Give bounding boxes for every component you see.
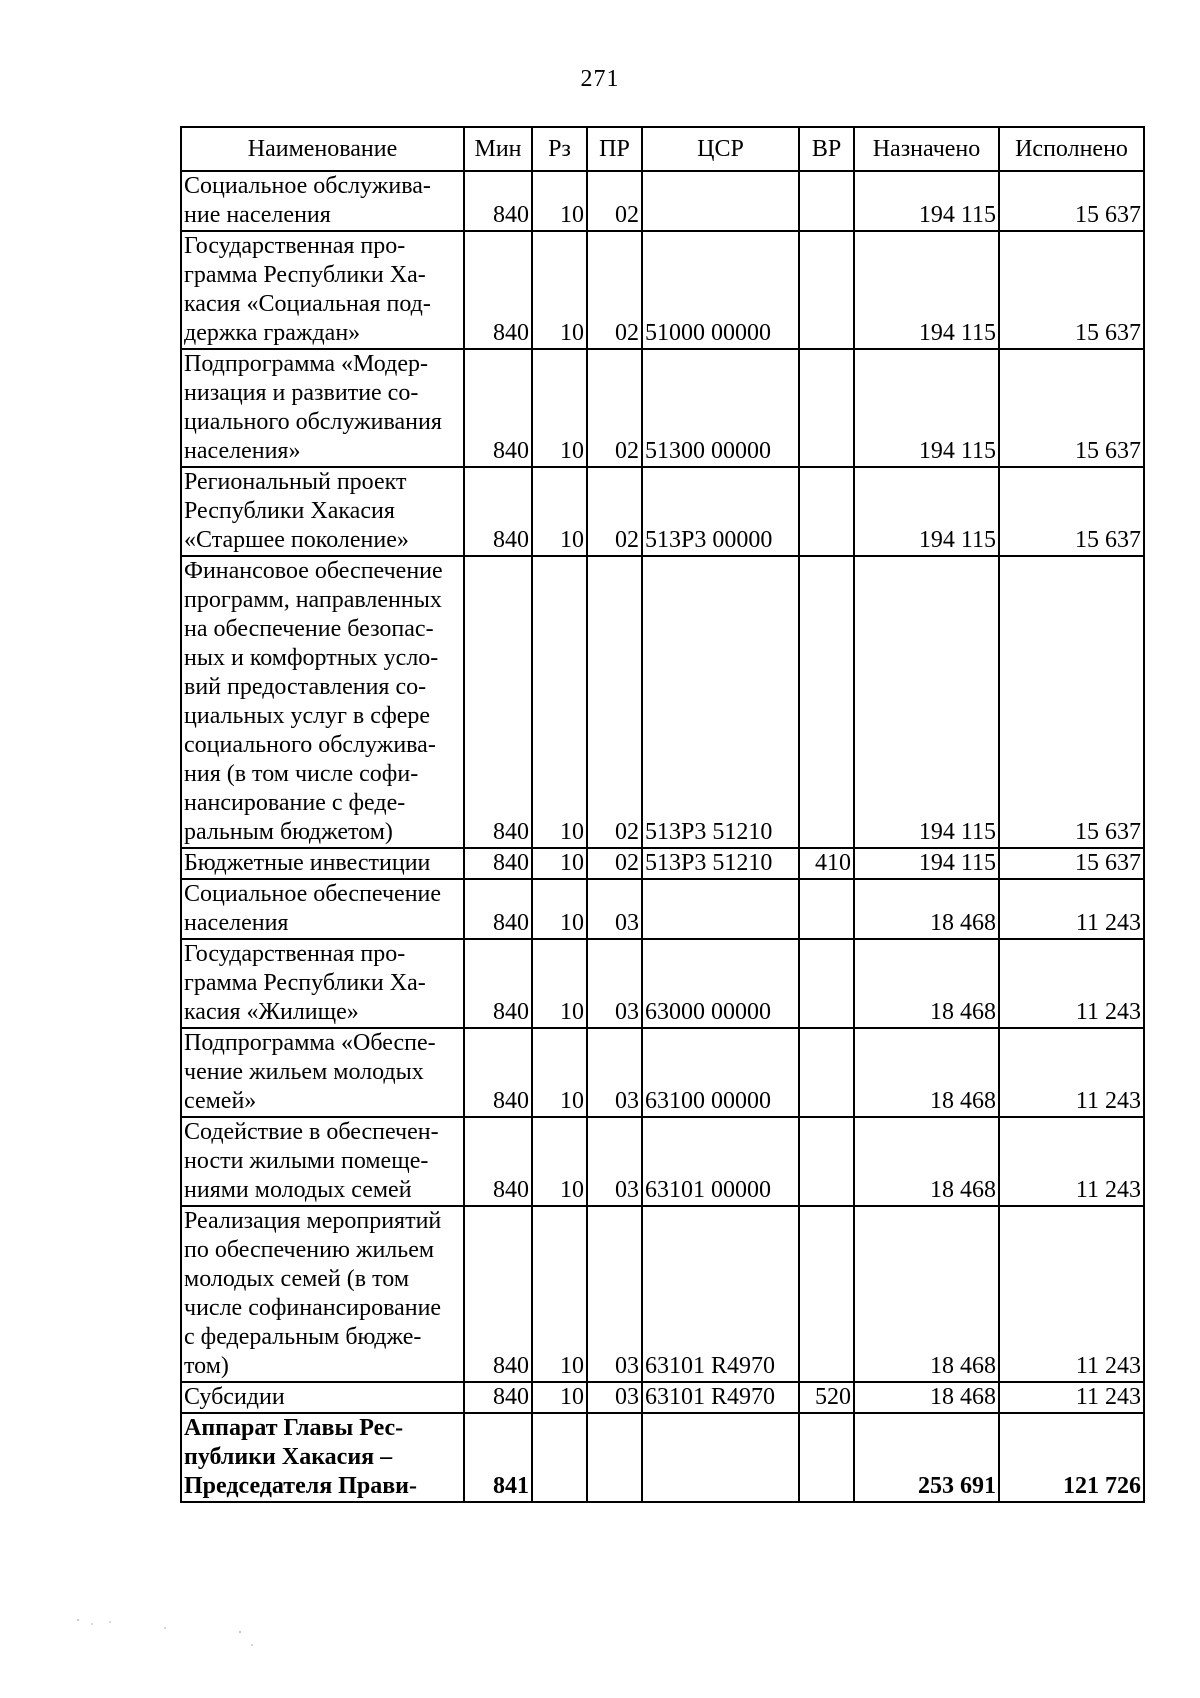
- row-name-line: ных и комфортных усло-: [184, 645, 439, 671]
- row-vr-cell: [799, 171, 854, 231]
- row-rz-cell: 10: [532, 879, 587, 939]
- row-rz-cell: 10: [532, 1382, 587, 1413]
- table-row: [181, 1028, 1144, 1117]
- table-row: [181, 1117, 1144, 1206]
- row-csr-cell: 63101 R4970: [642, 1382, 799, 1413]
- row-executed-cell: 15 637: [999, 349, 1144, 467]
- row-name-line: Социальное обеспечение: [184, 881, 442, 907]
- row-name-line: программ, направленных: [184, 587, 442, 613]
- row-name-line: на обеспечение безопас-: [184, 616, 434, 642]
- row-name-line: числе софинансирование: [184, 1295, 442, 1321]
- row-name-cell: [181, 349, 464, 467]
- table-body: [181, 171, 1144, 1502]
- header-vr: ВР: [799, 127, 854, 171]
- row-vr-cell: [799, 349, 854, 467]
- row-name-line: Реализация мероприятий: [184, 1208, 442, 1234]
- row-name-cell: [181, 171, 464, 231]
- row-pr-cell: 03: [587, 1028, 642, 1117]
- row-executed-cell: 15 637: [999, 467, 1144, 556]
- row-assigned-cell: 194 115: [854, 349, 999, 467]
- row-name-line: ниями молодых семей: [184, 1177, 412, 1203]
- row-min-cell: 840: [464, 1206, 532, 1382]
- row-name-line: вий предоставления со-: [184, 674, 427, 700]
- row-min-cell: 840: [464, 879, 532, 939]
- row-name-cell: [181, 467, 464, 556]
- row-name-line: Содействие в обеспечен-: [184, 1119, 439, 1145]
- row-name-cell: [181, 939, 464, 1028]
- row-executed-cell: 11 243: [999, 1117, 1144, 1206]
- row-min-cell: 841: [464, 1413, 532, 1502]
- row-rz-cell: 10: [532, 939, 587, 1028]
- row-pr-cell: 03: [587, 1382, 642, 1413]
- row-csr-cell: 513P3 51210: [642, 848, 799, 879]
- header-pr: ПР: [587, 127, 642, 171]
- row-min-cell: 840: [464, 1382, 532, 1413]
- header-min: Мин: [464, 127, 532, 171]
- row-csr-cell: 51300 00000: [642, 349, 799, 467]
- row-executed-cell: 15 637: [999, 231, 1144, 349]
- row-pr-cell: [587, 1413, 642, 1502]
- row-pr-cell: 02: [587, 556, 642, 848]
- row-csr-cell: 63000 00000: [642, 939, 799, 1028]
- row-assigned-cell: 18 468: [854, 1206, 999, 1382]
- row-min-cell: 840: [464, 1028, 532, 1117]
- table-row: [181, 879, 1144, 939]
- row-name-line: том): [184, 1353, 229, 1379]
- row-name-line: Аппарат Главы Рес-: [184, 1415, 404, 1441]
- row-name-line: Подпрограмма «Модер-: [184, 351, 428, 377]
- header-name: Наименование: [181, 127, 464, 171]
- row-name-line: ние населения: [184, 202, 331, 228]
- row-name-line: Субсидии: [184, 1384, 285, 1410]
- row-rz-cell: [532, 1413, 587, 1502]
- row-assigned-cell: 18 468: [854, 939, 999, 1028]
- row-pr-cell: 02: [587, 171, 642, 231]
- row-name-cell: [181, 1206, 464, 1382]
- row-csr-cell: 63101 00000: [642, 1117, 799, 1206]
- row-min-cell: 840: [464, 171, 532, 231]
- row-min-cell: 840: [464, 349, 532, 467]
- row-pr-cell: 03: [587, 879, 642, 939]
- table-header-row: [181, 127, 1144, 171]
- row-name-line: ности жилыми помеще-: [184, 1148, 429, 1174]
- row-vr-cell: [799, 1206, 854, 1382]
- row-vr-cell: [799, 1028, 854, 1117]
- row-name-line: по обеспечению жильем: [184, 1237, 435, 1263]
- row-csr-cell: [642, 1413, 799, 1502]
- row-name-line: грамма Республики Ха-: [184, 970, 426, 996]
- row-name-line: касия «Социальная под-: [184, 291, 431, 317]
- row-name-cell: [181, 556, 464, 848]
- row-name-line: Председателя Прави-: [184, 1473, 417, 1499]
- row-rz-cell: 10: [532, 349, 587, 467]
- row-pr-cell: 02: [587, 848, 642, 879]
- table-row: [181, 171, 1144, 231]
- row-name-line: чение жильем молодых: [184, 1059, 424, 1085]
- row-executed-cell: 11 243: [999, 1206, 1144, 1382]
- table-row: [181, 467, 1144, 556]
- row-name-line: ния (в том числе софи-: [184, 761, 419, 787]
- row-name-line: низация и развитие со-: [184, 380, 419, 406]
- header-csr: ЦСР: [642, 127, 799, 171]
- row-name-line: Бюджетные инвестиции: [184, 850, 431, 876]
- row-name-line: Государственная про-: [184, 233, 406, 259]
- row-min-cell: 840: [464, 848, 532, 879]
- row-pr-cell: 03: [587, 939, 642, 1028]
- row-min-cell: 840: [464, 939, 532, 1028]
- row-min-cell: 840: [464, 1117, 532, 1206]
- row-name-cell: [181, 231, 464, 349]
- row-vr-cell: [799, 467, 854, 556]
- row-pr-cell: 03: [587, 1206, 642, 1382]
- row-assigned-cell: 18 468: [854, 1382, 999, 1413]
- row-pr-cell: 02: [587, 231, 642, 349]
- row-rz-cell: 10: [532, 1206, 587, 1382]
- row-executed-cell: 11 243: [999, 1028, 1144, 1117]
- row-name-line: Социальное обслужива-: [184, 173, 431, 199]
- row-vr-cell: 520: [799, 1382, 854, 1413]
- table-row: [181, 349, 1144, 467]
- row-name-line: с федеральным бюдже-: [184, 1324, 422, 1350]
- table-row: [181, 939, 1144, 1028]
- row-name-line: Региональный проект: [184, 469, 407, 495]
- row-name-line: Финансовое обеспечение: [184, 558, 443, 584]
- row-assigned-cell: 18 468: [854, 1028, 999, 1117]
- budget-table: [180, 126, 1145, 1503]
- row-assigned-cell: 18 468: [854, 1117, 999, 1206]
- row-csr-cell: 51000 00000: [642, 231, 799, 349]
- row-assigned-cell: 194 115: [854, 171, 999, 231]
- row-name-line: держка граждан»: [184, 320, 361, 346]
- row-name-line: семей»: [184, 1088, 257, 1114]
- row-assigned-cell: 18 468: [854, 879, 999, 939]
- row-csr-cell: 513P3 51210: [642, 556, 799, 848]
- row-vr-cell: [799, 556, 854, 848]
- table-row: [181, 848, 1144, 879]
- row-name-line: населения: [184, 910, 289, 936]
- row-name-line: касия «Жилище»: [184, 999, 359, 1025]
- row-name-cell: [181, 1028, 464, 1117]
- row-rz-cell: 10: [532, 1028, 587, 1117]
- row-assigned-cell: 253 691: [854, 1413, 999, 1502]
- row-assigned-cell: 194 115: [854, 556, 999, 848]
- row-vr-cell: [799, 1117, 854, 1206]
- row-executed-cell: 11 243: [999, 939, 1144, 1028]
- row-rz-cell: 10: [532, 467, 587, 556]
- page-number: 271: [580, 66, 620, 92]
- header-executed: Исполнено: [999, 127, 1144, 171]
- row-rz-cell: 10: [532, 231, 587, 349]
- table-row: [181, 1382, 1144, 1413]
- row-name-line: циального обслуживания: [184, 409, 442, 435]
- row-executed-cell: 15 637: [999, 556, 1144, 848]
- row-vr-cell: 410: [799, 848, 854, 879]
- row-rz-cell: 10: [532, 556, 587, 848]
- row-name-cell: [181, 879, 464, 939]
- row-rz-cell: 10: [532, 171, 587, 231]
- row-csr-cell: 63101 R4970: [642, 1206, 799, 1382]
- table-row: [181, 1206, 1144, 1382]
- row-assigned-cell: 194 115: [854, 467, 999, 556]
- row-name-line: населения»: [184, 438, 301, 464]
- row-vr-cell: [799, 231, 854, 349]
- row-name-line: нансирование с феде-: [184, 790, 406, 816]
- row-name-line: грамма Республики Ха-: [184, 262, 426, 288]
- row-name-cell: [181, 1117, 464, 1206]
- row-executed-cell: 121 726: [999, 1413, 1144, 1502]
- row-rz-cell: 10: [532, 1117, 587, 1206]
- row-min-cell: 840: [464, 556, 532, 848]
- row-min-cell: 840: [464, 467, 532, 556]
- table-row: [181, 231, 1144, 349]
- table-row: [181, 556, 1144, 848]
- row-name-line: Государственная про-: [184, 941, 406, 967]
- row-executed-cell: 15 637: [999, 171, 1144, 231]
- row-pr-cell: 02: [587, 349, 642, 467]
- row-assigned-cell: 194 115: [854, 231, 999, 349]
- row-csr-cell: 513P3 00000: [642, 467, 799, 556]
- row-executed-cell: 11 243: [999, 1382, 1144, 1413]
- row-csr-cell: [642, 171, 799, 231]
- row-vr-cell: [799, 1413, 854, 1502]
- row-name-line: молодых семей (в том: [184, 1266, 409, 1292]
- row-assigned-cell: 194 115: [854, 848, 999, 879]
- row-name-line: Подпрограмма «Обеспе-: [184, 1030, 436, 1056]
- row-pr-cell: 03: [587, 1117, 642, 1206]
- row-name-line: «Старшее поколение»: [184, 527, 409, 553]
- row-name-cell: [181, 1382, 464, 1413]
- row-vr-cell: [799, 879, 854, 939]
- row-name-line: циальных услуг в сфере: [184, 703, 431, 729]
- row-executed-cell: 11 243: [999, 879, 1144, 939]
- row-name-cell: [181, 848, 464, 879]
- row-name-line: ральным бюджетом): [184, 819, 393, 845]
- row-name-line: публики Хакасия –: [184, 1444, 393, 1470]
- header-rz: Рз: [532, 127, 587, 171]
- scan-noise: [70, 1610, 290, 1650]
- row-name-line: социального обслужива-: [184, 732, 436, 758]
- row-name-cell: [181, 1413, 464, 1502]
- row-csr-cell: 63100 00000: [642, 1028, 799, 1117]
- table-row: [181, 1413, 1144, 1502]
- header-assigned: Назначено: [854, 127, 999, 171]
- row-executed-cell: 15 637: [999, 848, 1144, 879]
- row-name-line: Республики Хакасия: [184, 498, 395, 524]
- row-vr-cell: [799, 939, 854, 1028]
- row-rz-cell: 10: [532, 848, 587, 879]
- row-pr-cell: 02: [587, 467, 642, 556]
- row-min-cell: 840: [464, 231, 532, 349]
- row-csr-cell: [642, 879, 799, 939]
